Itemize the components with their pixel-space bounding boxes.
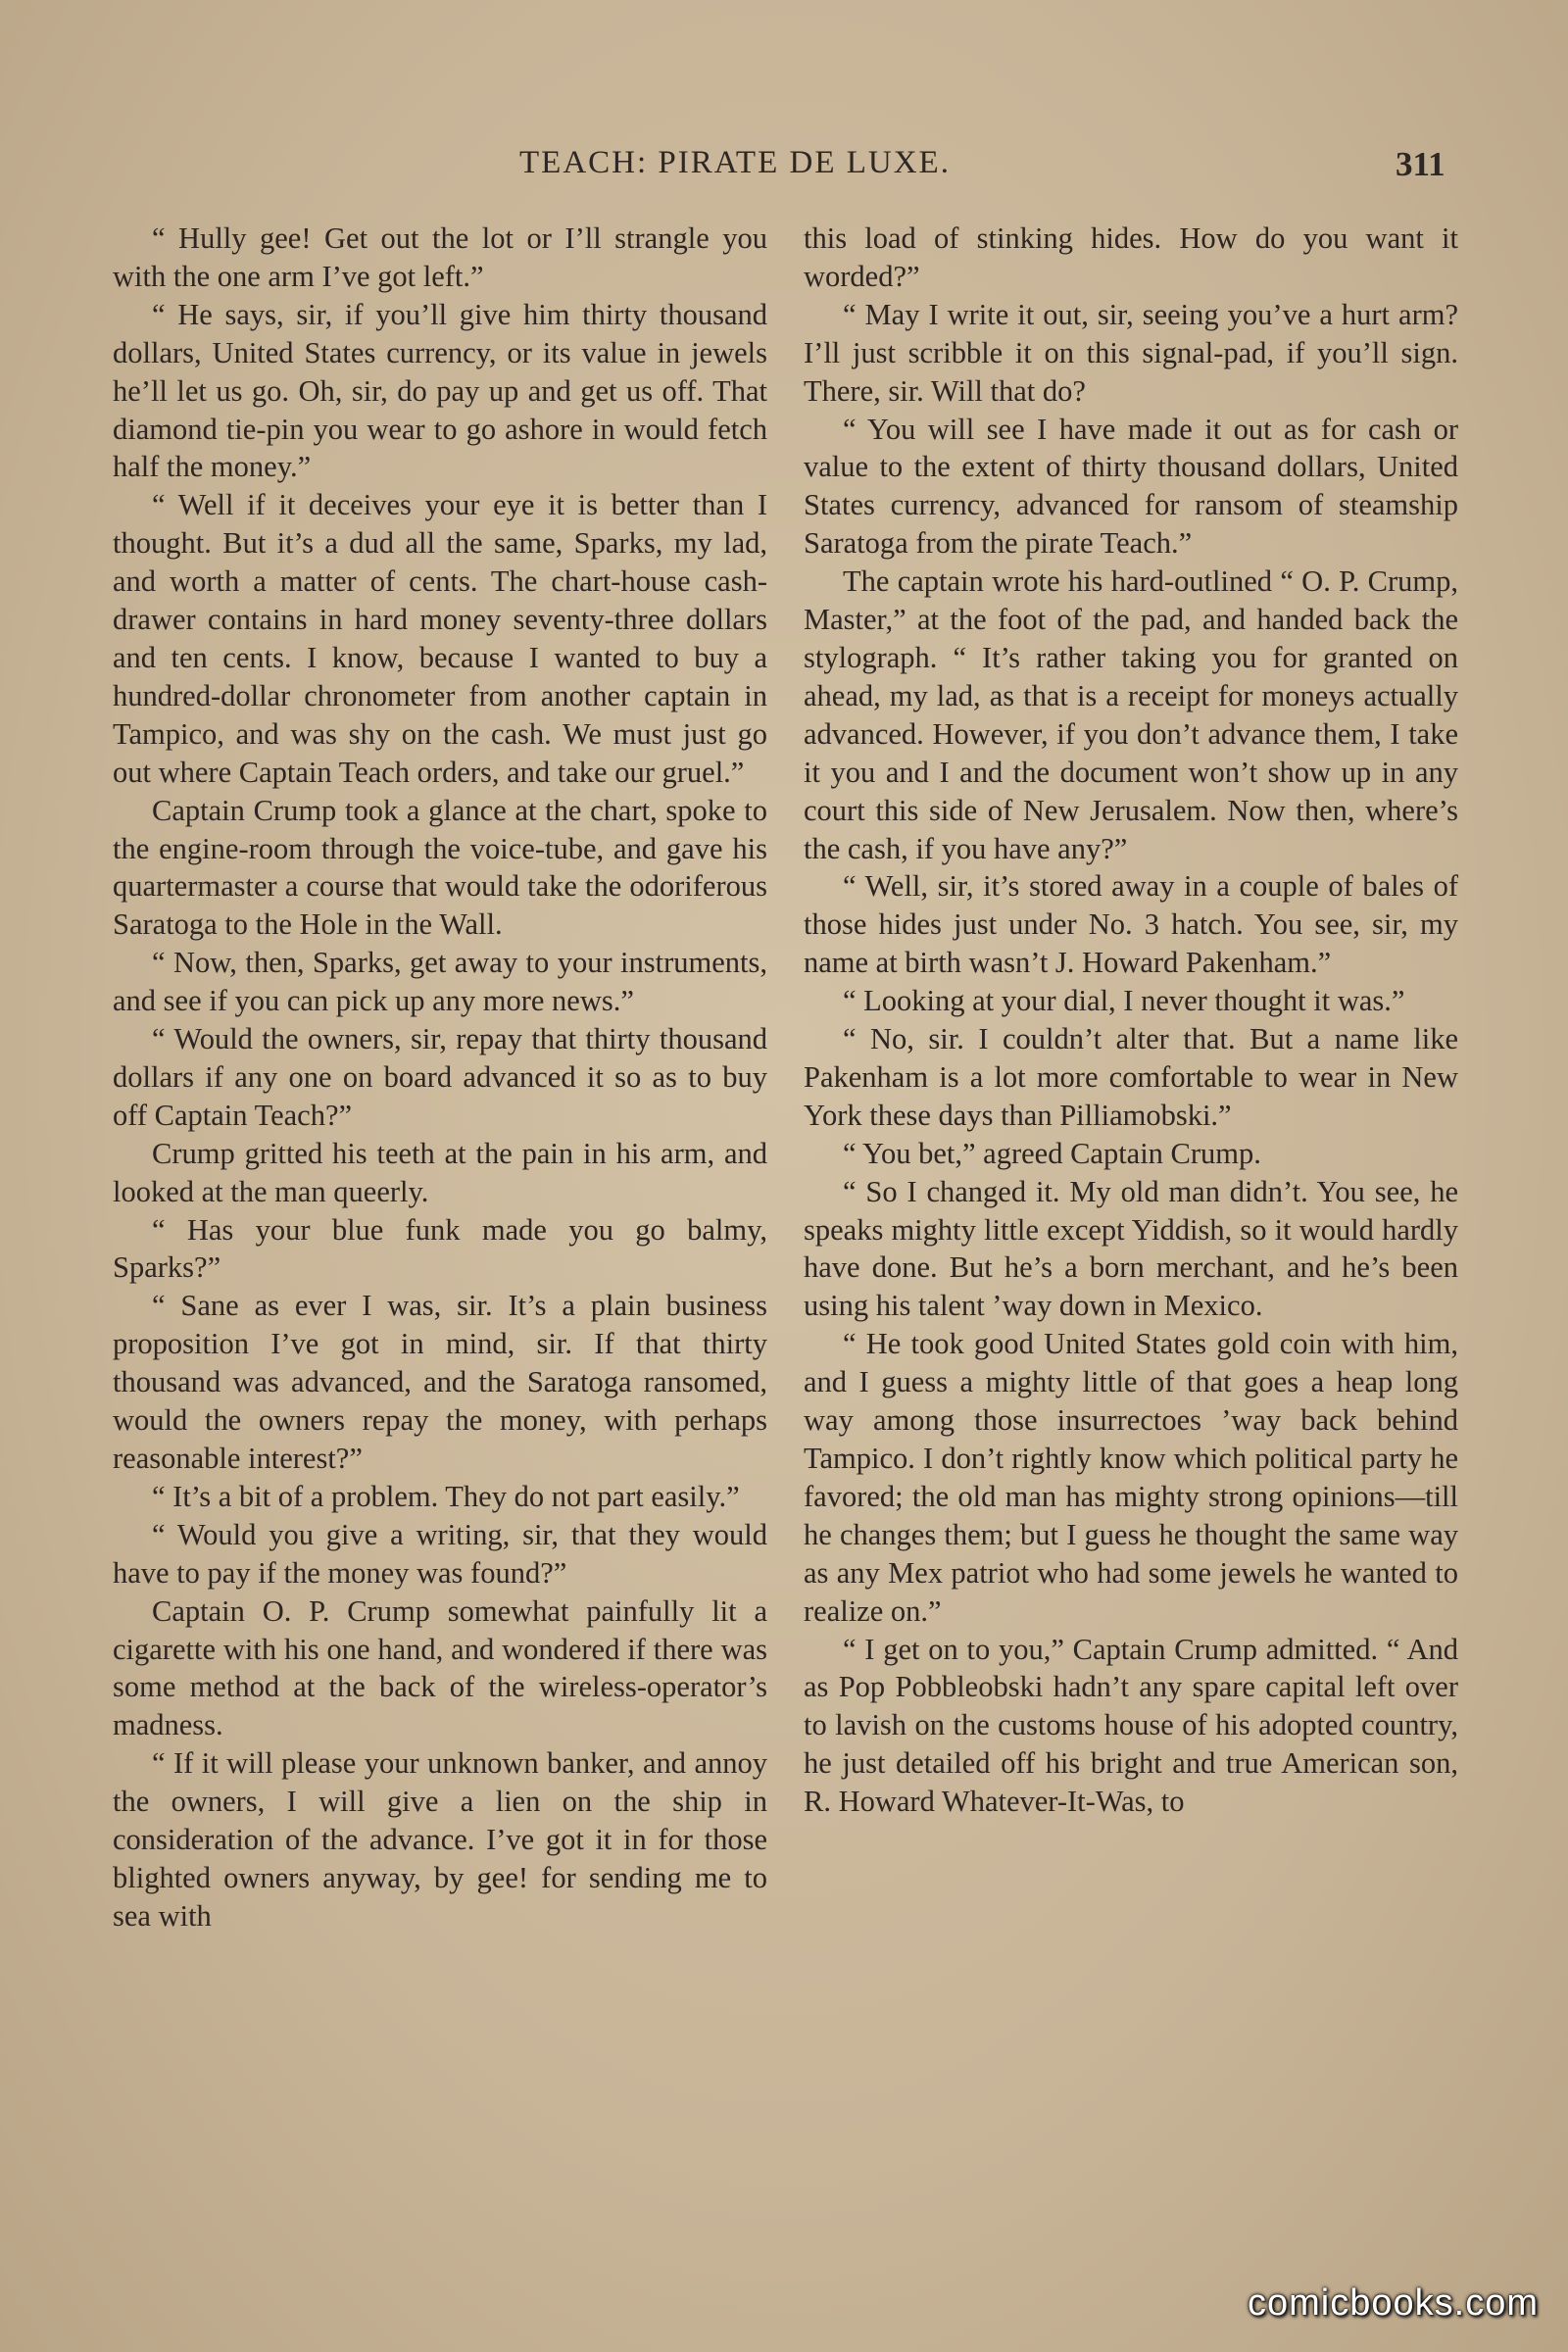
- right-column: [804, 220, 1458, 1821]
- paragraph: “ He says, sir, if you’ll give him thirty thousand dollars, United States currency, or its value in jewels he’ll let us go. Oh, sir, do pay up and get us off. That diamond tie-pin you wear to go ashore in would fetch half the money.”: [113, 297, 767, 484]
- page-header: [0, 145, 1568, 194]
- page-number: 311: [1396, 145, 1446, 183]
- paragraph: “ Well, sir, it’s stored away in a couple of bales of those hides just under No. 3 hatch. You see, sir, my name at birth wasn’t J. Howard Pakenham.”: [804, 869, 1458, 980]
- paragraph: Crump gritted his teeth at the pain in his arm, and looked at the man queerly.: [113, 1136, 767, 1208]
- running-title: TEACH: PIRATE DE LUXE.: [519, 145, 951, 180]
- paragraph: “ Well if it deceives your eye it is better than I thought. But it’s a dud all the same, Sparks, my lad, and worth a matter of cents. The chart-house cash-drawer contains in hard money seventy-three dollars and ten cents. I know, because I wanted to buy a hundred-dollar chronometer from another captain in Tampico, and was shy on the cash. We must just go out where Captain Teach orders, and take our gruel.”: [113, 488, 767, 789]
- paragraph: “ You will see I have made it out as for cash or value to the extent of thirty thousand dollars, United States currency, advanced for ransom of steamship Saratoga from the pirate Teach.”: [804, 412, 1458, 561]
- paragraph: “ It’s a bit of a problem. They do not part easily.”: [152, 1479, 740, 1513]
- paragraph: “ If it will please your unknown banker, and annoy the owners, I will give a lien on the ship in consideration of the advance. I’ve got it in for those blighted owners anyway, by gee! for sending me to sea with: [113, 1746, 767, 1933]
- paragraph: “ He took good United States gold coin with him, and I guess a mighty little of that goes a heap long way among those insurrectoes ’way back behind Tampico. I don’t rightly know which political party he favored; the old man has mighty strong opinions—till he changes them; but I guess he thought the same way as any Mex patriot who had some jewels he wanted to realize on.”: [804, 1327, 1458, 1628]
- paragraph: “ No, sir. I couldn’t alter that. But a name like Pakenham is a lot more comfortable to wear in New York these days than Pilliamobski.”: [804, 1022, 1458, 1132]
- watermark-text: comicbooks.com: [1248, 2282, 1539, 2324]
- paragraph: “ Would the owners, sir, repay that thirty thousand dollars if any one on board advanced it so as to buy off Captain Teach?”: [113, 1022, 767, 1132]
- paragraph: “ Has your blue funk made you go balmy, Sparks?”: [113, 1212, 767, 1285]
- paragraph: “ Now, then, Sparks, get away to your instruments, and see if you can pick up any more news.”: [113, 946, 767, 1018]
- paragraph: “ Looking at your dial, I never thought it was.”: [843, 984, 1405, 1018]
- paragraph: “ So I changed it. My old man didn’t. You see, he speaks mighty little except Yiddish, so it would hardly have done. But he’s a born merchant, and he’s been using his talent ’way down in Mexico.: [804, 1174, 1458, 1323]
- paragraph: “ You bet,” agreed Captain Crump.: [843, 1136, 1261, 1170]
- paragraph: “ May I write it out, sir, seeing you’ve a hurt arm? I’ll just scribble it on this signal-pad, if you’ll sign. There, sir. Will that do?: [804, 297, 1458, 408]
- paragraph: “ I get on to you,” Captain Crump admitted. “ And as Pop Pobbleobski hadn’t any spare capital left over to lavish on the customs house of his adopted country, he just detailed off his bright and true American son, R. Howard Whatever-It-Was, to: [804, 1632, 1458, 1819]
- paragraph: this load of stinking hides. How do you want it worded?”: [804, 221, 1458, 293]
- paragraph: “ Would you give a writing, sir, that they would have to pay if the money was found?”: [113, 1517, 767, 1590]
- paragraph: Captain O. P. Crump somewhat painfully lit a cigarette with his one hand, and wondered if there was some method at the back of the wireless-operator’s madness.: [113, 1593, 767, 1742]
- paragraph: The captain wrote his hard-outlined “ O. P. Crump, Master,” at the foot of the pad, and handed back the stylograph. “ It’s rather taking you for granted on ahead, my lad, as that is a receipt for moneys actually advanced. However, if you don’t advance them, I take it you and I and the document won’t show up in any court this side of New Jerusalem. Now then, where’s the cash, if you have any?”: [804, 564, 1458, 865]
- left-column: [113, 220, 767, 1936]
- paragraph: “ Hully gee! Get out the lot or I’ll strangle you with the one arm I’ve got left.”: [113, 221, 767, 293]
- paragraph: “ Sane as ever I was, sir. It’s a plain business proposition I’ve got in mind, sir. If that thirty thousand was advanced, and the Saratoga ransomed, would the owners repay the money, with perhaps reasonable interest?”: [113, 1289, 767, 1475]
- paragraph: Captain Crump took a glance at the chart, spoke to the engine-room through the voice-tube, and gave his quartermaster a course that would take the odoriferous Saratoga to the Hole in the Wall.: [113, 793, 767, 942]
